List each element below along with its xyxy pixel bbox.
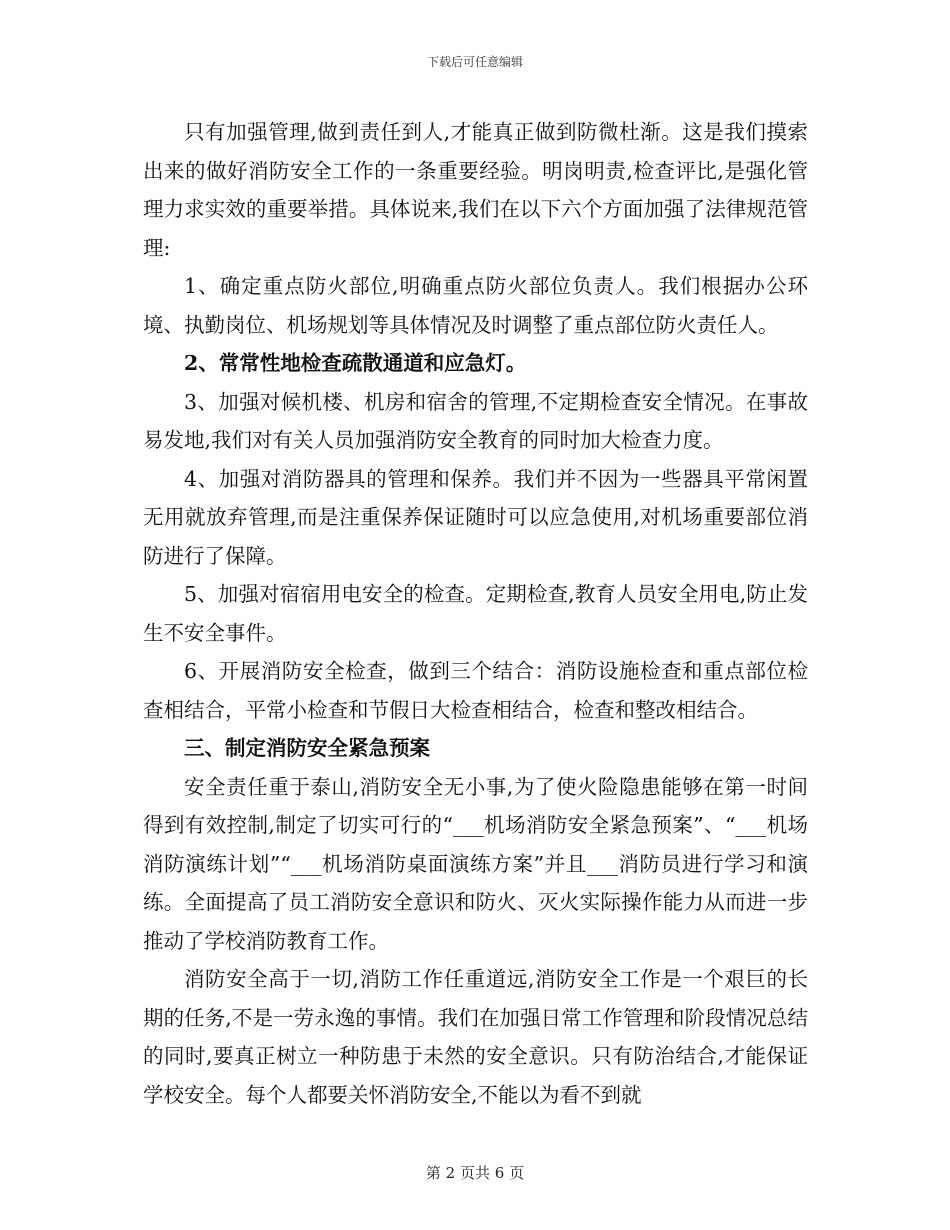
list-item-1: 1、确定重点防火部位,明确重点防火部位负责人。我们根据办公环境、执勤岗位、机场规划等具体情况及时调整了重点部位防火责任人。 [143,274,808,337]
list-item-5: 5、加强对宿宿用电安全的检查。定期检查,教育人员安全用电,防止发生不安全事件。 [143,582,808,645]
page-footer: 第 2 页共 6 页 [425,1164,525,1182]
list-item-2: 2、常常性地检查疏散通道和应急灯。 [184,351,527,375]
list-item-4: 4、加强对消防器具的管理和保养。我们并不因为一些器具平常闲置无用就放弃管理,而是注重保养保证随时可以应急使用,对机场重要部位消防进行了保障。 [143,466,808,568]
paragraph: 只有加强管理,做到责任到人,才能真正做到防微杜渐。这是我们摸索出来的做好消防安全工作的一条重要经验。明岗明责,检查评比,是强化管理力求实效的重要举措。具体说来,我们在以下六个方面加强了法律规范管理: [143,120,808,260]
paragraph: 消防安全高于一切,消防工作任重道远,消防安全工作是一个艰巨的长期的任务,不是一劳永逸的事情。我们在加强日常工作管理和阶段情况总结的同时,要真正树立一种防患于未然的安全意识。只有防治结合,才能保证学校安全。每个人都要关怀消防安全,不能以为看不到就 [143,967,808,1107]
document-body [143,113,808,1114]
list-item-6: 6、开展消防安全检查，做到三个结合：消防设施检查和重点部位检查相结合，平常小检查和节假日大检查相结合，检查和整改相结合。 [143,659,808,722]
paragraph: 安全责任重于泰山,消防安全无小事,为了使火险隐患能够在第一时间得到有效控制,制定了切实可行的“___机场消防安全紧急预案”、“___机场消防演练计划”“___机场消防桌面演练方案”并且___消防员进行学习和演练。全面提高了员工消防安全意识和防火、灭火实际操作能力从而进一步推动了学校消防教育工作。 [143,774,808,953]
list-item-3: 3、加强对候机楼、机房和宿舍的管理,不定期检查安全情况。在事故易发地,我们对有关人员加强消防安全教育的同时加大检查力度。 [143,389,808,452]
section-heading: 三、制定消防安全紧急预案 [184,736,430,760]
page-header: 下载后可任意编辑 [426,55,523,69]
